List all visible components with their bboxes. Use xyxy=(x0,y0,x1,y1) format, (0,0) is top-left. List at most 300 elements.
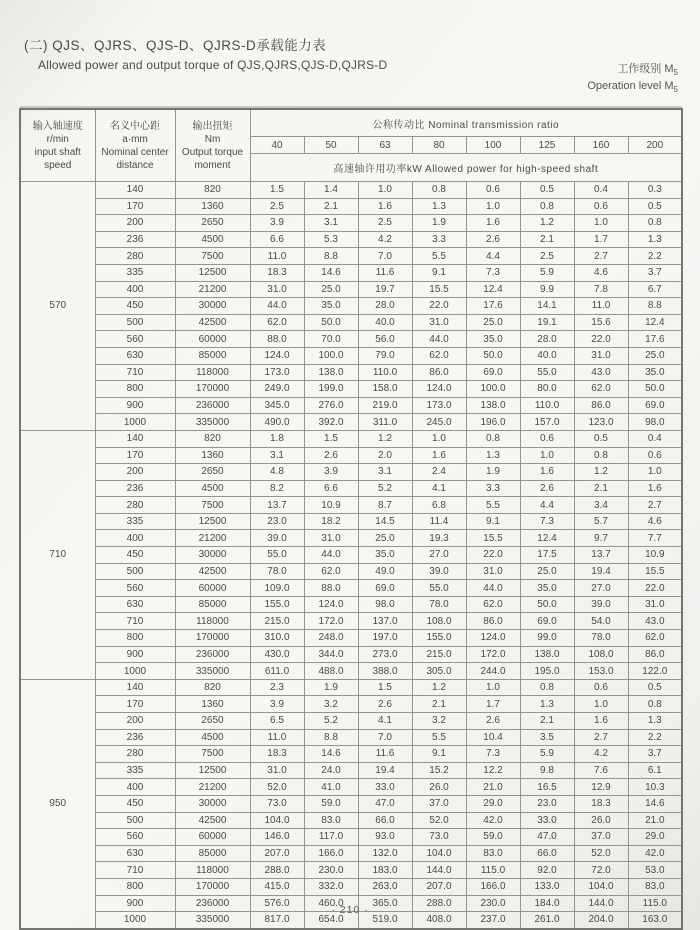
allowed-power-cell: 42.0 xyxy=(466,812,520,829)
allowed-power-cell: 23.0 xyxy=(520,795,574,812)
allowed-power-cell: 11.0 xyxy=(250,729,304,746)
allowed-power-cell: 183.0 xyxy=(358,862,412,879)
center-distance-cell: 170 xyxy=(95,198,175,215)
allowed-power-cell: 488.0 xyxy=(304,663,358,680)
allowed-power-cell: 50.0 xyxy=(304,314,358,331)
allowed-power-cell: 2.5 xyxy=(250,198,304,215)
allowed-power-cell: 35.0 xyxy=(358,547,412,564)
allowed-power-cell: 50.0 xyxy=(628,381,682,398)
allowed-power-cell: 1.9 xyxy=(304,679,358,696)
table-row xyxy=(20,414,682,431)
allowed-power-cell: 28.0 xyxy=(520,331,574,348)
allowed-power-cell: 1.9 xyxy=(466,464,520,481)
allowed-power-cell: 1.5 xyxy=(304,430,358,447)
allowed-power-cell: 5.5 xyxy=(412,729,466,746)
output-torque-cell: 12500 xyxy=(175,513,250,530)
center-distance-cell: 200 xyxy=(95,464,175,481)
allowed-power-cell: 0.8 xyxy=(466,430,520,447)
allowed-power-cell: 1.7 xyxy=(574,231,628,248)
center-distance-cell: 900 xyxy=(95,895,175,912)
allowed-power-cell: 33.0 xyxy=(358,779,412,796)
output-torque-cell: 1360 xyxy=(175,198,250,215)
table-row xyxy=(20,580,682,597)
allowed-power-cell: 108.0 xyxy=(412,613,466,630)
allowed-power-cell: 153.0 xyxy=(574,663,628,680)
allowed-power-cell: 230.0 xyxy=(466,895,520,912)
allowed-power-cell: 8.8 xyxy=(304,729,358,746)
allowed-power-cell: 519.0 xyxy=(358,912,412,929)
output-torque-cell: 30000 xyxy=(175,547,250,564)
allowed-power-cell: 155.0 xyxy=(412,630,466,647)
table-row xyxy=(20,878,682,895)
allowed-power-cell: 33.0 xyxy=(520,812,574,829)
allowed-power-cell: 288.0 xyxy=(250,862,304,879)
output-torque-cell: 236000 xyxy=(175,397,250,414)
table-body xyxy=(20,109,682,929)
allowed-power-cell: 310.0 xyxy=(250,630,304,647)
allowed-power-cell: 22.0 xyxy=(628,580,682,597)
allowed-power-cell: 4.6 xyxy=(574,264,628,281)
title-block xyxy=(24,34,387,72)
output-torque-cell: 60000 xyxy=(175,331,250,348)
center-distance-cell: 170 xyxy=(95,447,175,464)
output-torque-cell: 170000 xyxy=(175,381,250,398)
allowed-power-cell: 2.7 xyxy=(574,248,628,265)
allowed-power-cell: 6.1 xyxy=(628,762,682,779)
allowed-power-cell: 44.0 xyxy=(412,331,466,348)
center-distance-cell: 630 xyxy=(95,845,175,862)
allowed-power-cell: 1.9 xyxy=(412,215,466,232)
allowed-power-cell: 86.0 xyxy=(412,364,466,381)
table-row xyxy=(20,779,682,796)
allowed-power-cell: 69.0 xyxy=(628,397,682,414)
allowed-power-cell: 0.5 xyxy=(574,430,628,447)
allowed-power-cell: 88.0 xyxy=(304,580,358,597)
allowed-power-cell: 78.0 xyxy=(412,596,466,613)
allowed-power-cell: 172.0 xyxy=(466,646,520,663)
allowed-power-cell: 195.0 xyxy=(520,663,574,680)
allowed-power-cell: 59.0 xyxy=(466,829,520,846)
allowed-power-cell: 40.0 xyxy=(358,314,412,331)
allowed-power-cell: 25.0 xyxy=(304,281,358,298)
ratio-column-header: 80 xyxy=(412,137,466,154)
allowed-power-cell: 0.4 xyxy=(574,182,628,199)
allowed-power-cell: 2.1 xyxy=(574,480,628,497)
allowed-power-cell: 166.0 xyxy=(466,878,520,895)
allowed-power-cell: 204.0 xyxy=(574,912,628,929)
allowed-power-cell: 207.0 xyxy=(250,845,304,862)
center-distance-cell: 200 xyxy=(95,215,175,232)
allowed-power-cell: 35.0 xyxy=(466,331,520,348)
allowed-power-cell: 44.0 xyxy=(250,298,304,315)
center-distance-cell: 1000 xyxy=(95,912,175,929)
allowed-power-cell: 25.0 xyxy=(358,530,412,547)
output-torque-cell: 2650 xyxy=(175,464,250,481)
center-distance-cell: 900 xyxy=(95,646,175,663)
header-ratio-title: 公称传动比 Nominal transmission ratio xyxy=(250,109,682,137)
allowed-power-cell: 8.2 xyxy=(250,480,304,497)
allowed-power-cell: 0.6 xyxy=(466,182,520,199)
allowed-power-cell: 10.4 xyxy=(466,729,520,746)
table-row xyxy=(20,182,682,199)
allowed-power-cell: 6.5 xyxy=(250,713,304,730)
ratio-column-header: 160 xyxy=(574,137,628,154)
allowed-power-cell: 100.0 xyxy=(304,347,358,364)
allowed-power-cell: 4.2 xyxy=(574,746,628,763)
allowed-power-cell: 158.0 xyxy=(358,381,412,398)
allowed-power-cell: 123.0 xyxy=(574,414,628,431)
allowed-power-cell: 27.0 xyxy=(412,547,466,564)
table-row xyxy=(20,663,682,680)
allowed-power-cell: 388.0 xyxy=(358,663,412,680)
allowed-power-cell: 1.6 xyxy=(466,215,520,232)
allowed-power-cell: 184.0 xyxy=(520,895,574,912)
allowed-power-cell: 219.0 xyxy=(358,397,412,414)
allowed-power-cell: 244.0 xyxy=(466,663,520,680)
output-torque-cell: 236000 xyxy=(175,646,250,663)
allowed-power-cell: 7.3 xyxy=(520,513,574,530)
allowed-power-cell: 18.3 xyxy=(574,795,628,812)
allowed-power-cell: 19.7 xyxy=(358,281,412,298)
allowed-power-cell: 2.6 xyxy=(520,480,574,497)
allowed-power-cell: 42.0 xyxy=(628,845,682,862)
allowed-power-cell: 5.5 xyxy=(412,248,466,265)
header-line: Nm xyxy=(204,133,221,145)
header-line: Output torque xyxy=(181,146,244,158)
ratio-column-header: 40 xyxy=(250,137,304,154)
allowed-power-cell: 2.0 xyxy=(358,447,412,464)
allowed-power-cell: 276.0 xyxy=(304,397,358,414)
allowed-power-cell: 0.6 xyxy=(574,198,628,215)
allowed-power-cell: 2.6 xyxy=(466,713,520,730)
allowed-power-cell: 49.0 xyxy=(358,563,412,580)
allowed-power-cell: 86.0 xyxy=(628,646,682,663)
allowed-power-cell: 4.1 xyxy=(358,713,412,730)
table-row xyxy=(20,215,682,232)
allowed-power-cell: 2.1 xyxy=(412,696,466,713)
allowed-power-cell: 19.4 xyxy=(574,563,628,580)
output-torque-cell: 42500 xyxy=(175,563,250,580)
header-line: a·mm xyxy=(122,133,148,145)
allowed-power-cell: 133.0 xyxy=(520,878,574,895)
table-row xyxy=(20,812,682,829)
allowed-power-cell: 0.6 xyxy=(520,430,574,447)
allowed-power-cell: 52.0 xyxy=(412,812,466,829)
allowed-power-cell: 54.0 xyxy=(574,613,628,630)
allowed-power-cell: 122.0 xyxy=(628,663,682,680)
allowed-power-cell: 0.6 xyxy=(628,447,682,464)
center-distance-cell: 630 xyxy=(95,596,175,613)
header-power-title: 高速轴许用功率kW Allowed power for high-speed shaft xyxy=(250,154,682,182)
allowed-power-cell: 1.0 xyxy=(628,464,682,481)
allowed-power-cell: 3.7 xyxy=(628,746,682,763)
output-torque-cell: 170000 xyxy=(175,630,250,647)
allowed-power-cell: 0.8 xyxy=(628,696,682,713)
allowed-power-cell: 24.0 xyxy=(304,762,358,779)
allowed-power-cell: 7.0 xyxy=(358,248,412,265)
table-row xyxy=(20,198,682,215)
operation-level-block xyxy=(587,62,678,96)
allowed-power-cell: 215.0 xyxy=(250,613,304,630)
allowed-power-cell: 0.8 xyxy=(628,215,682,232)
allowed-power-cell: 611.0 xyxy=(250,663,304,680)
allowed-power-cell: 69.0 xyxy=(358,580,412,597)
header-line: Nominal center xyxy=(101,146,169,158)
allowed-power-cell: 1.3 xyxy=(628,713,682,730)
allowed-power-cell: 248.0 xyxy=(304,630,358,647)
allowed-power-cell: 2.1 xyxy=(304,198,358,215)
allowed-power-cell: 14.6 xyxy=(304,264,358,281)
allowed-power-cell: 172.0 xyxy=(304,613,358,630)
allowed-power-cell: 365.0 xyxy=(358,895,412,912)
center-distance-cell: 450 xyxy=(95,547,175,564)
ratio-column-header: 63 xyxy=(358,137,412,154)
input-speed-cell: 710 xyxy=(20,430,95,679)
table-row xyxy=(20,464,682,481)
allowed-power-cell: 17.5 xyxy=(520,547,574,564)
output-torque-cell: 30000 xyxy=(175,298,250,315)
allowed-power-cell: 155.0 xyxy=(250,596,304,613)
header-line: 名义中心距 xyxy=(110,120,160,132)
allowed-power-cell: 25.0 xyxy=(466,314,520,331)
allowed-power-cell: 460.0 xyxy=(304,895,358,912)
allowed-power-cell: 31.0 xyxy=(250,762,304,779)
table-row xyxy=(20,314,682,331)
allowed-power-cell: 55.0 xyxy=(520,364,574,381)
center-distance-cell: 500 xyxy=(95,314,175,331)
allowed-power-cell: 817.0 xyxy=(250,912,304,929)
allowed-power-cell: 261.0 xyxy=(520,912,574,929)
header-line: r/min xyxy=(46,133,69,145)
allowed-power-cell: 53.0 xyxy=(628,862,682,879)
operation-level-cn-text: 工作级别 M xyxy=(617,63,674,75)
allowed-power-cell: 14.5 xyxy=(358,513,412,530)
allowed-power-cell: 69.0 xyxy=(466,364,520,381)
allowed-power-cell: 35.0 xyxy=(304,298,358,315)
center-distance-cell: 335 xyxy=(95,762,175,779)
allowed-power-cell: 25.0 xyxy=(520,563,574,580)
allowed-power-cell: 207.0 xyxy=(412,878,466,895)
allowed-power-cell: 3.7 xyxy=(628,264,682,281)
allowed-power-cell: 288.0 xyxy=(412,895,466,912)
allowed-power-cell: 100.0 xyxy=(466,381,520,398)
center-distance-cell: 630 xyxy=(95,347,175,364)
allowed-power-cell: 11.0 xyxy=(574,298,628,315)
table-row xyxy=(20,231,682,248)
allowed-power-cell: 1.3 xyxy=(628,231,682,248)
allowed-power-cell: 5.7 xyxy=(574,513,628,530)
table-row xyxy=(20,563,682,580)
allowed-power-cell: 2.5 xyxy=(520,248,574,265)
allowed-power-cell: 12.2 xyxy=(466,762,520,779)
allowed-power-cell: 1.0 xyxy=(466,679,520,696)
allowed-power-cell: 27.0 xyxy=(574,580,628,597)
center-distance-cell: 800 xyxy=(95,630,175,647)
allowed-power-cell: 430.0 xyxy=(250,646,304,663)
ratio-column-header: 200 xyxy=(628,137,682,154)
allowed-power-cell: 1.0 xyxy=(520,447,574,464)
operation-level-en-sub: 5 xyxy=(673,84,678,94)
table-row xyxy=(20,547,682,564)
allowed-power-cell: 62.0 xyxy=(304,563,358,580)
output-torque-cell: 820 xyxy=(175,430,250,447)
allowed-power-cell: 3.1 xyxy=(250,447,304,464)
allowed-power-cell: 4.4 xyxy=(520,497,574,514)
center-distance-cell: 710 xyxy=(95,613,175,630)
allowed-power-cell: 2.2 xyxy=(628,729,682,746)
ratio-column-header: 100 xyxy=(466,137,520,154)
allowed-power-cell: 110.0 xyxy=(520,397,574,414)
allowed-power-cell: 12.4 xyxy=(628,314,682,331)
center-distance-cell: 280 xyxy=(95,497,175,514)
center-distance-cell: 400 xyxy=(95,530,175,547)
output-torque-cell: 85000 xyxy=(175,845,250,862)
center-distance-cell: 335 xyxy=(95,264,175,281)
output-torque-cell: 1360 xyxy=(175,696,250,713)
allowed-power-cell: 41.0 xyxy=(304,779,358,796)
allowed-power-cell: 35.0 xyxy=(628,364,682,381)
output-torque-cell: 42500 xyxy=(175,314,250,331)
allowed-power-cell: 1.7 xyxy=(466,696,520,713)
allowed-power-cell: 62.0 xyxy=(574,381,628,398)
allowed-power-cell: 124.0 xyxy=(466,630,520,647)
allowed-power-cell: 83.0 xyxy=(466,845,520,862)
allowed-power-cell: 2.4 xyxy=(412,464,466,481)
allowed-power-cell: 29.0 xyxy=(628,829,682,846)
table-row xyxy=(20,696,682,713)
allowed-power-cell: 1.6 xyxy=(628,480,682,497)
allowed-power-cell: 11.4 xyxy=(412,513,466,530)
header-line: 输出扭矩 xyxy=(192,120,233,132)
output-torque-cell: 2650 xyxy=(175,713,250,730)
output-torque-cell: 2650 xyxy=(175,215,250,232)
allowed-power-cell: 4.4 xyxy=(466,248,520,265)
allowed-power-cell: 8.7 xyxy=(358,497,412,514)
allowed-power-cell: 0.5 xyxy=(628,679,682,696)
allowed-power-cell: 108.0 xyxy=(574,646,628,663)
allowed-power-cell: 1.0 xyxy=(358,182,412,199)
allowed-power-cell: 1.3 xyxy=(412,198,466,215)
allowed-power-cell: 196.0 xyxy=(466,414,520,431)
allowed-power-cell: 26.0 xyxy=(412,779,466,796)
allowed-power-cell: 4.6 xyxy=(628,513,682,530)
table-row xyxy=(20,264,682,281)
allowed-power-cell: 52.0 xyxy=(250,779,304,796)
output-torque-cell: 30000 xyxy=(175,795,250,812)
allowed-power-cell: 31.0 xyxy=(250,281,304,298)
allowed-power-cell: 98.0 xyxy=(358,596,412,613)
center-distance-cell: 500 xyxy=(95,812,175,829)
allowed-power-cell: 104.0 xyxy=(412,845,466,862)
output-torque-cell: 60000 xyxy=(175,580,250,597)
allowed-power-cell: 230.0 xyxy=(304,862,358,879)
allowed-power-cell: 12.4 xyxy=(520,530,574,547)
allowed-power-cell: 104.0 xyxy=(574,878,628,895)
allowed-power-cell: 1.6 xyxy=(358,198,412,215)
allowed-power-cell: 13.7 xyxy=(574,547,628,564)
allowed-power-cell: 66.0 xyxy=(520,845,574,862)
allowed-power-cell: 7.7 xyxy=(628,530,682,547)
output-torque-cell: 820 xyxy=(175,679,250,696)
allowed-power-cell: 86.0 xyxy=(574,397,628,414)
allowed-power-cell: 69.0 xyxy=(520,613,574,630)
allowed-power-cell: 78.0 xyxy=(250,563,304,580)
allowed-power-cell: 19.4 xyxy=(358,762,412,779)
table-row xyxy=(20,596,682,613)
allowed-power-cell: 109.0 xyxy=(250,580,304,597)
allowed-power-cell: 9.1 xyxy=(412,746,466,763)
header-center-distance xyxy=(95,109,175,182)
center-distance-cell: 560 xyxy=(95,829,175,846)
output-torque-cell: 118000 xyxy=(175,613,250,630)
allowed-power-cell: 5.2 xyxy=(304,713,358,730)
table-row xyxy=(20,447,682,464)
allowed-power-cell: 1.2 xyxy=(520,215,574,232)
allowed-power-cell: 0.5 xyxy=(520,182,574,199)
header-line: input shaft xyxy=(34,146,81,158)
header-line: 输入轴速度 xyxy=(32,120,83,132)
allowed-power-cell: 1.8 xyxy=(250,430,304,447)
center-distance-cell: 280 xyxy=(95,248,175,265)
allowed-power-cell: 12.4 xyxy=(466,281,520,298)
allowed-power-cell: 14.6 xyxy=(628,795,682,812)
allowed-power-cell: 43.0 xyxy=(574,364,628,381)
output-torque-cell: 85000 xyxy=(175,596,250,613)
allowed-power-cell: 173.0 xyxy=(250,364,304,381)
allowed-power-cell: 138.0 xyxy=(520,646,574,663)
center-distance-cell: 710 xyxy=(95,862,175,879)
allowed-power-cell: 73.0 xyxy=(412,829,466,846)
allowed-power-cell: 0.3 xyxy=(628,182,682,199)
allowed-power-cell: 173.0 xyxy=(412,397,466,414)
allowed-power-cell: 3.3 xyxy=(412,231,466,248)
output-torque-cell: 12500 xyxy=(175,762,250,779)
table-row xyxy=(20,829,682,846)
center-distance-cell: 1000 xyxy=(95,414,175,431)
allowed-power-cell: 0.8 xyxy=(412,182,466,199)
allowed-power-cell: 15.5 xyxy=(412,281,466,298)
table-row xyxy=(20,430,682,447)
table-row xyxy=(20,281,682,298)
table-row xyxy=(20,746,682,763)
allowed-power-cell: 0.4 xyxy=(628,430,682,447)
center-distance-cell: 200 xyxy=(95,713,175,730)
ratio-column-header: 50 xyxy=(304,137,358,154)
output-torque-cell: 170000 xyxy=(175,878,250,895)
allowed-power-cell: 66.0 xyxy=(358,812,412,829)
table-row xyxy=(20,298,682,315)
output-torque-cell: 7500 xyxy=(175,497,250,514)
header-input-speed xyxy=(20,109,95,182)
center-distance-cell: 236 xyxy=(95,480,175,497)
allowed-power-cell: 8.8 xyxy=(628,298,682,315)
allowed-power-cell: 1.5 xyxy=(358,679,412,696)
allowed-power-cell: 93.0 xyxy=(358,829,412,846)
table-row xyxy=(20,646,682,663)
allowed-power-cell: 17.6 xyxy=(628,331,682,348)
center-distance-cell: 560 xyxy=(95,580,175,597)
allowed-power-cell: 79.0 xyxy=(358,347,412,364)
table-row xyxy=(20,713,682,730)
allowed-power-cell: 98.0 xyxy=(628,414,682,431)
allowed-power-cell: 392.0 xyxy=(304,414,358,431)
center-distance-cell: 140 xyxy=(95,430,175,447)
output-torque-cell: 21200 xyxy=(175,779,250,796)
allowed-power-cell: 19.1 xyxy=(520,314,574,331)
allowed-power-cell: 99.0 xyxy=(520,630,574,647)
center-distance-cell: 500 xyxy=(95,563,175,580)
output-torque-cell: 21200 xyxy=(175,281,250,298)
